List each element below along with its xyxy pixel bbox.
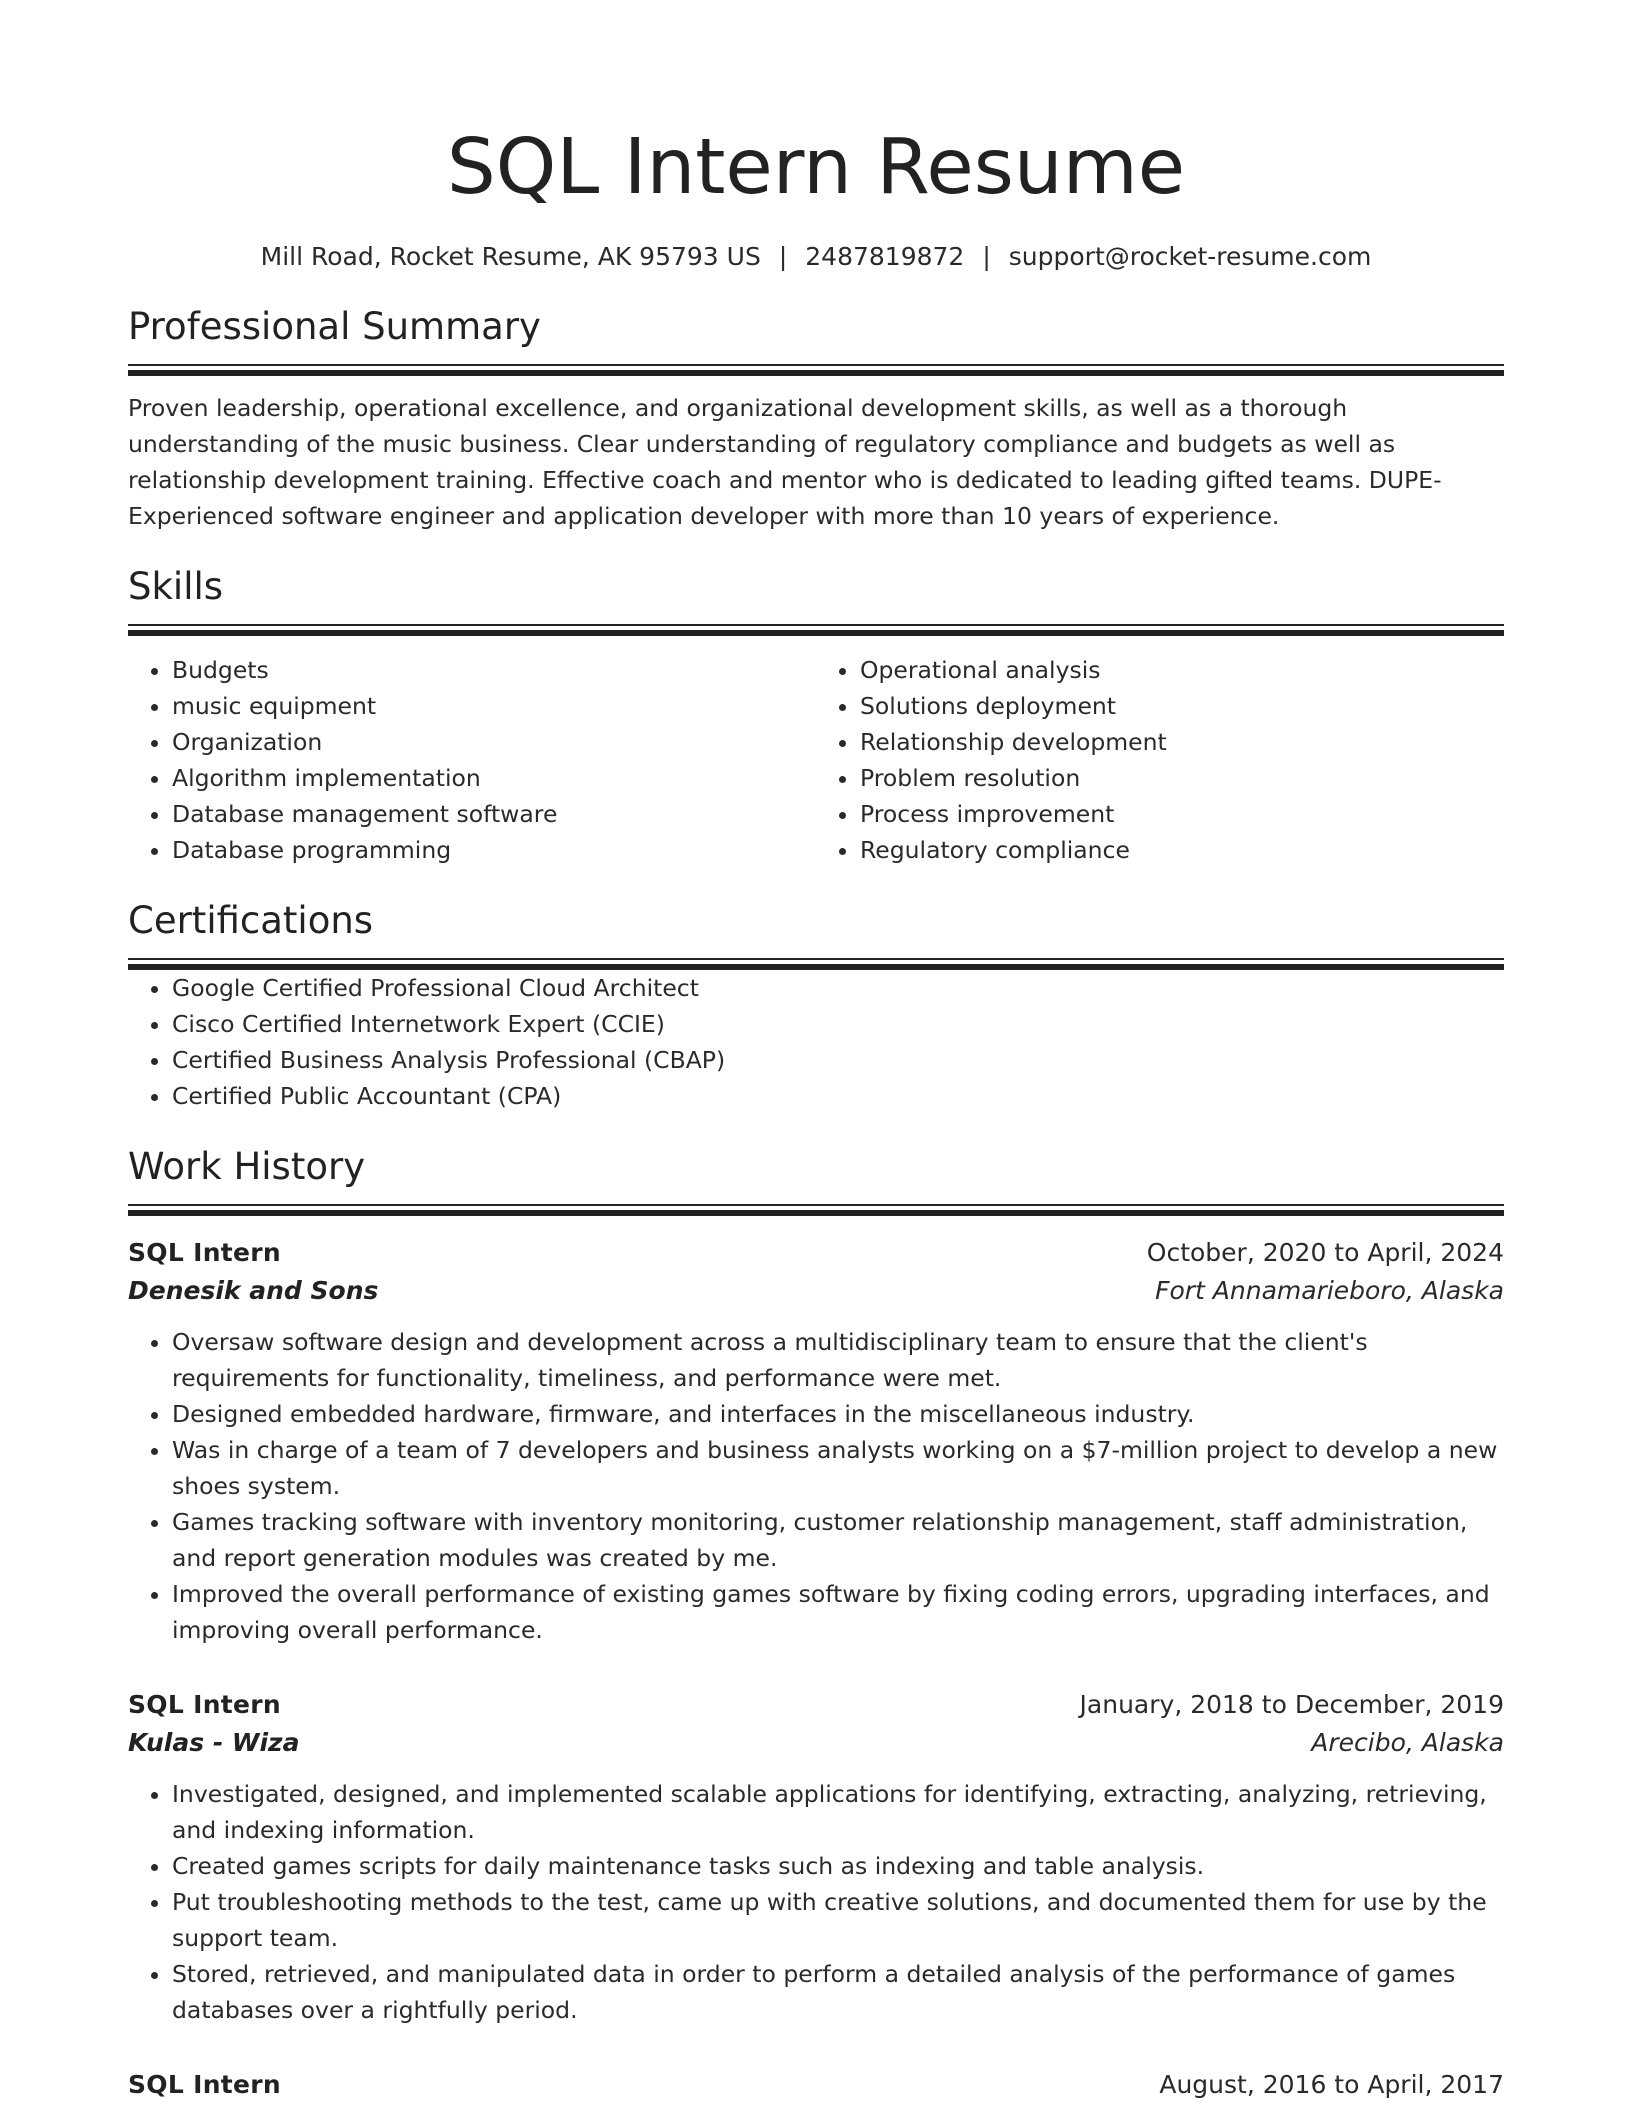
certification-item: • Certified Public Accountant (CPA) xyxy=(172,1078,1504,1114)
skill-item: • Organization xyxy=(172,724,816,760)
skill-item: • Regulatory compliance xyxy=(860,832,1504,868)
certification-item: • Google Certified Professional Cloud Architect xyxy=(172,970,1504,1006)
skill-item: • Process improvement xyxy=(860,796,1504,832)
job-header-row xyxy=(128,1234,1504,1272)
job-bullet: • Designed embedded hardware, firmware, and interfaces in the miscellaneous industry. xyxy=(172,1396,1504,1432)
job-dates: January, 2018 to December, 2019 xyxy=(1079,1690,1504,1719)
job-header-row xyxy=(128,2066,1504,2104)
skill-item: • Algorithm implementation xyxy=(172,760,816,796)
skills-list-left xyxy=(128,652,816,868)
section-divider xyxy=(128,1204,1504,1216)
certifications-list xyxy=(128,970,1504,1114)
job-header-row xyxy=(128,1686,1504,1724)
job-bullet: • Put troubleshooting methods to the test, came up with creative solutions, and documented them for use by the support team. xyxy=(172,1884,1504,1956)
skill-item: • Relationship development xyxy=(860,724,1504,760)
section-divider xyxy=(128,958,1504,970)
job-entry xyxy=(128,1234,1504,1648)
job-bullet: • Investigated, designed, and implemented scalable applications for identifying, extracting, analyzing, retrieving, and indexing information. xyxy=(172,1776,1504,1848)
skills-grid xyxy=(128,652,1504,868)
skill-item: • Database programming xyxy=(172,832,816,868)
job-entry xyxy=(128,2066,1504,2104)
job-bullet: • Created games scripts for daily maintenance tasks such as indexing and table analysis. xyxy=(172,1848,1504,1884)
job-company: Kulas - Wiza xyxy=(128,1728,300,1757)
certification-item: • Certified Business Analysis Professional (CBAP) xyxy=(172,1042,1504,1078)
section-divider xyxy=(128,364,1504,376)
certification-item: • Cisco Certified Internetwork Expert (CCIE) xyxy=(172,1006,1504,1042)
skill-item: • music equipment xyxy=(172,688,816,724)
contact-line xyxy=(128,240,1504,274)
job-dates: August, 2016 to April, 2017 xyxy=(1159,2070,1504,2099)
contact-separator: | xyxy=(778,242,788,271)
skill-item: • Problem resolution xyxy=(860,760,1504,796)
job-bullets xyxy=(128,1776,1504,2028)
job-bullet: • Improved the overall performance of existing games software by fixing coding errors, upgrading interfaces, and improving overall performance. xyxy=(172,1576,1504,1648)
contact-phone: 2487819872 xyxy=(805,242,965,271)
skills-heading: Skills xyxy=(128,565,224,608)
job-bullet: • Stored, retrieved, and manipulated data in order to perform a detailed analysis of the performance of games databases over a rightfully period. xyxy=(172,1956,1504,2028)
skill-item: • Database management software xyxy=(172,796,816,832)
job-company: Denesik and Sons xyxy=(128,1276,379,1305)
job-dates: October, 2020 to April, 2024 xyxy=(1146,1238,1504,1267)
work-history-section xyxy=(128,1142,1504,2104)
skills-column-left xyxy=(128,652,816,868)
certifications-heading: Certifications xyxy=(128,899,374,942)
job-bullet: • Was in charge of a team of 7 developers and business analysts working on a $7-million project to develop a new shoes system. xyxy=(172,1432,1504,1504)
job-location: Arecibo, Alaska xyxy=(1311,1728,1504,1757)
job-bullet: • Oversaw software design and development across a multidisciplinary team to ensure that the client's requirements for functionality, timeliness, and performance were met. xyxy=(172,1324,1504,1396)
contact-separator: | xyxy=(982,242,991,271)
summary-section xyxy=(128,302,1504,534)
job-title: SQL Intern xyxy=(128,1690,282,1719)
resume-title: SQL Intern Resume xyxy=(446,123,1186,212)
job-title: SQL Intern xyxy=(128,1238,282,1267)
job-bullets xyxy=(128,1324,1504,1648)
skill-item: • Solutions deployment xyxy=(860,688,1504,724)
skills-column-right xyxy=(816,652,1504,868)
section-divider xyxy=(128,624,1504,636)
contact-email: support@rocket-resume.com xyxy=(1008,242,1372,271)
contact-address: Mill Road, Rocket Resume, AK 95793 US xyxy=(260,242,761,271)
certifications-section xyxy=(128,896,1504,1114)
job-location: Fort Annamarieboro, Alaska xyxy=(1155,1276,1504,1305)
skill-item: • Budgets xyxy=(172,652,816,688)
summary-heading: Professional Summary xyxy=(128,305,541,348)
skills-section xyxy=(128,562,1504,868)
skills-list-right xyxy=(816,652,1504,868)
job-bullet: • Games tracking software with inventory monitoring, customer relationship management, staff administration, and report generation modules was created by me. xyxy=(172,1504,1504,1576)
summary-text: Proven leadership, operational excellence, and organizational development skills, as well as a thorough understanding of the music business. Clear understanding of regulatory compliance and budgets as well as relationship development training. Effective coach and mentor who is dedicated to leading gifted teams. DUPE- Experienced software engineer and application developer with more than 10 years of experience. xyxy=(128,394,1442,530)
job-entry xyxy=(128,1686,1504,2028)
skill-item: • Operational analysis xyxy=(860,652,1504,688)
job-title: SQL Intern xyxy=(128,2070,282,2099)
work-history-heading: Work History xyxy=(128,1145,366,1188)
job-company-row xyxy=(128,1272,1504,1310)
job-company-row xyxy=(128,1724,1504,1762)
